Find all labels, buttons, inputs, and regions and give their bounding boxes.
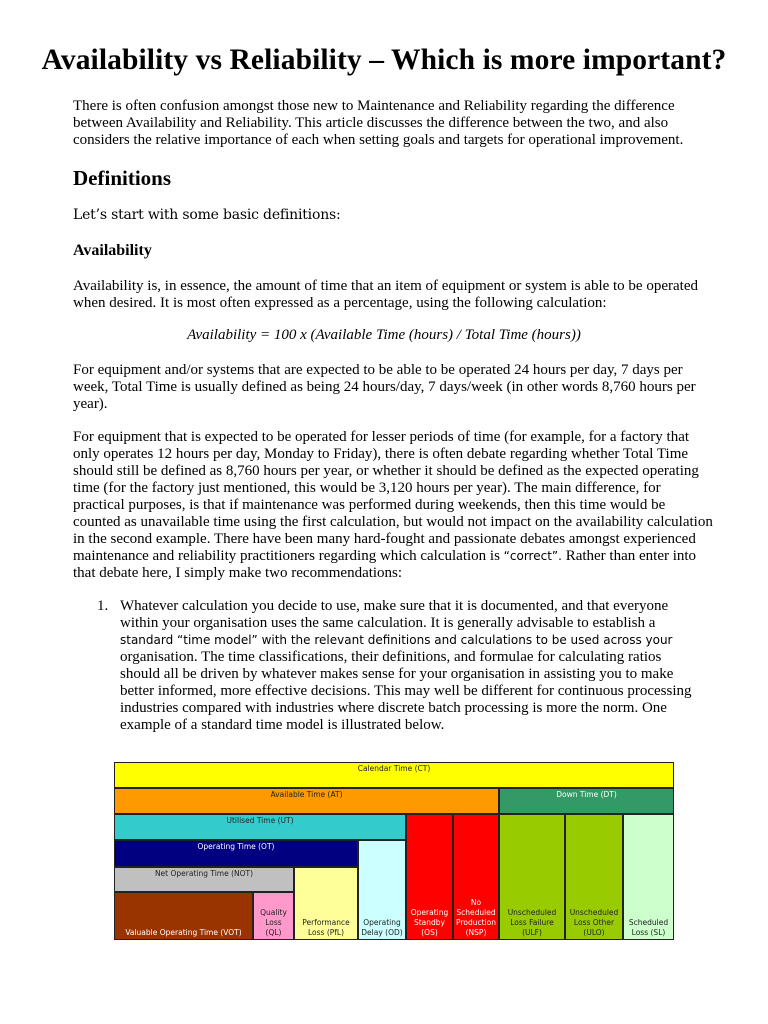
page-title: Availability vs Reliability – Which is more important? <box>41 44 727 76</box>
quality-loss-label: Quality Loss (QL) <box>260 908 287 937</box>
operating-time-cell <box>114 840 358 867</box>
intro-paragraph: There is often confusion amongst those new to Maintenance and Reliability regarding the difference between Availability and Reliability. This article discusses the difference between the two, and also considers the relative importance of each when setting goals and targets for operational improvement. <box>73 98 684 148</box>
scheduled-loss-label: Scheduled Loss (SL) <box>628 918 669 937</box>
operating-delay-label: Operating Delay (OD) <box>361 918 403 937</box>
lesser-periods-text-b: Rather than enter into that debate here, I simply make two recommendations: <box>73 548 697 581</box>
calendar-time-cell <box>114 762 674 788</box>
down-time-label: Down Time (DT) <box>556 790 617 799</box>
net-operating-time-label: Net Operating Time (NOT) <box>154 869 254 878</box>
operating-delay-cell <box>358 840 406 940</box>
scheduled-loss-cell <box>623 814 674 940</box>
unscheduled-loss-failure-label: Unscheduled Loss Failure (ULF) <box>507 908 557 937</box>
list-text-a: Whatever calculation you decide to use, make sure that it is documented, and that everyone within your organisation uses the same calculation. It is generally advisable to establish a <box>120 598 669 631</box>
no-scheduled-production-cell <box>453 814 499 940</box>
list-text-c: organisation. The time classifications, their definitions, and formulae for calculating ratios should all be driven by whatever makes sense for your organisation in assisting you to make better informed, more effective decisions. This may well be different for continuous processing industries compared with industries where discrete batch processing is more the norm. One example of a standard time model is illustrated below. <box>120 649 692 733</box>
list-text-b: standard “time model” with the relevant definitions and calculations to be used across your <box>120 633 673 647</box>
unscheduled-loss-other-cell <box>565 814 623 940</box>
utilised-time-label: Utilised Time (UT) <box>226 816 294 825</box>
availability-formula: Availability = 100 x (Available Time (hours) / Total Time (hours)) <box>187 327 581 343</box>
correct-quote: “correct”. <box>503 549 562 563</box>
lesser-periods-paragraph <box>73 429 713 582</box>
net-operating-time-cell <box>114 867 294 892</box>
definitions-heading: Definitions <box>73 166 172 190</box>
total-time-paragraph: For equipment and/or systems that are expected to be able to be operated 24 hours per day, 7 days per week, Total Time is usually defined as being 24 hours/day, 7 days/week (in other words 8,760 hours per year). <box>73 362 696 412</box>
valuable-operating-time-label: Valuable Operating Time (VOT) <box>125 928 242 937</box>
available-time-label: Available Time (AT) <box>270 790 343 799</box>
quality-loss-cell <box>253 892 294 940</box>
operating-standby-cell <box>406 814 453 940</box>
performance-loss-cell <box>294 867 358 940</box>
utilised-time-cell <box>114 814 406 840</box>
lesser-periods-text-a: For equipment that is expected to be operated for lesser periods of time (for example, for a factory that only operates 12 hours per day, Monday to Friday), there is often debate regarding whether Total Time should still be defined as 8,760 hours per year, or whether it should be defined as the expected operating time (for the factory just mentioned, this would be 3,120 hours per year). The main difference, for practical purposes, is that if maintenance was performed during weekends, then this time would be counted as unavailable time using the first calculation, but would not impact on the availability calculation in the second example. There have been many hard-fought and passionate debates amongst experienced maintenance and reliability practitioners regarding which calculation is <box>73 429 713 564</box>
unscheduled-loss-other-label: Unscheduled Loss Other (ULO) <box>569 908 619 937</box>
available-time-cell <box>114 788 499 814</box>
no-scheduled-production-label: No Scheduled Production (NSP) <box>456 898 496 937</box>
performance-loss-label: Performance Loss (PfL) <box>302 918 350 937</box>
availability-definition: Availability is, in essence, the amount of time that an item of equipment or system is able to be operated when desired. It is most often expressed as a percentage, using the following calculation: <box>73 278 698 311</box>
valuable-operating-time-cell <box>114 892 253 940</box>
down-time-cell <box>499 788 674 814</box>
list-item-text <box>120 598 695 734</box>
definitions-lead: Let’s start with some basic definitions: <box>73 207 341 223</box>
calendar-time-label: Calendar Time (CT) <box>357 764 431 773</box>
operating-standby-label: Operating Standby (OS) <box>410 908 449 937</box>
time-model-diagram <box>114 762 674 940</box>
operating-time-label: Operating Time (OT) <box>197 842 275 851</box>
unscheduled-loss-failure-cell <box>499 814 565 940</box>
availability-heading: Availability <box>73 242 152 259</box>
list-item-number: 1. <box>97 598 109 614</box>
